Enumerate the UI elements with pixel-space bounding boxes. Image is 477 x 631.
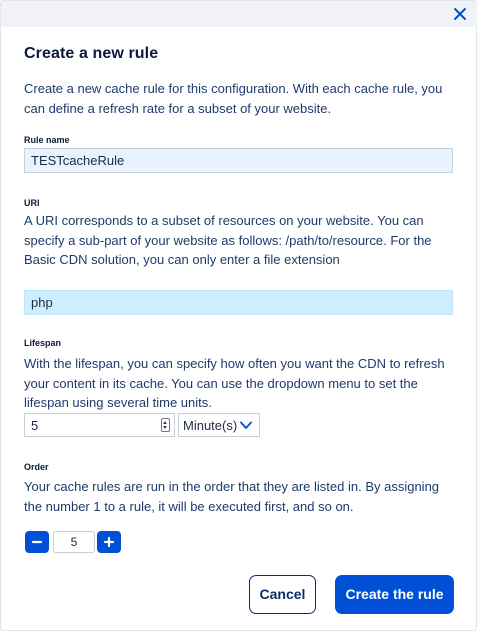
- create-rule-button[interactable]: Create the rule: [335, 575, 454, 614]
- rule-name-label: Rule name: [24, 135, 70, 145]
- spinner-icon[interactable]: [161, 418, 170, 432]
- order-increment-button[interactable]: [97, 531, 121, 553]
- lifespan-label: Lifespan: [24, 338, 62, 348]
- rule-name-input[interactable]: [24, 148, 453, 173]
- dialog-header-bar: [1, 1, 477, 27]
- dialog-intro: Create a new cache rule for this configuration. With each cache rule, you can define a refresh rate for a subset of your website.: [24, 81, 443, 116]
- lifespan-unit-value: Minute(s): [183, 418, 238, 433]
- uri-description: A URI corresponds to a subset of resources on your website. You can specify a sub-part of your website as follows: /path/to/resource. For the Basic CDN solution, you can only enter a file extension: [24, 213, 432, 267]
- close-icon: [451, 5, 469, 23]
- plus-icon: [103, 536, 115, 548]
- lifespan-value: 5: [31, 418, 39, 433]
- cancel-button[interactable]: Cancel: [249, 575, 316, 614]
- lifespan-value-input[interactable]: [24, 413, 175, 437]
- order-description: Your cache rules are run in the order that they are listed in. By assigning the number 1 to a rule, it will be executed first, and so on.: [24, 479, 440, 514]
- dialog-title: Create a new rule: [24, 45, 159, 62]
- uri-label: URI: [24, 198, 40, 208]
- minus-icon: [31, 536, 43, 548]
- order-label: Order: [24, 462, 49, 472]
- uri-input[interactable]: [24, 290, 453, 315]
- order-decrement-button[interactable]: [25, 531, 49, 553]
- close-button[interactable]: [451, 5, 469, 23]
- lifespan-unit-select[interactable]: [178, 413, 260, 437]
- chevron-down-icon: [240, 421, 252, 430]
- lifespan-description: With the lifespan, you can specify how often you want the CDN to refresh your content in its cache. You can use the dropdown menu to set the lifespan using several time units.: [24, 356, 445, 410]
- order-value[interactable]: 5: [53, 531, 95, 553]
